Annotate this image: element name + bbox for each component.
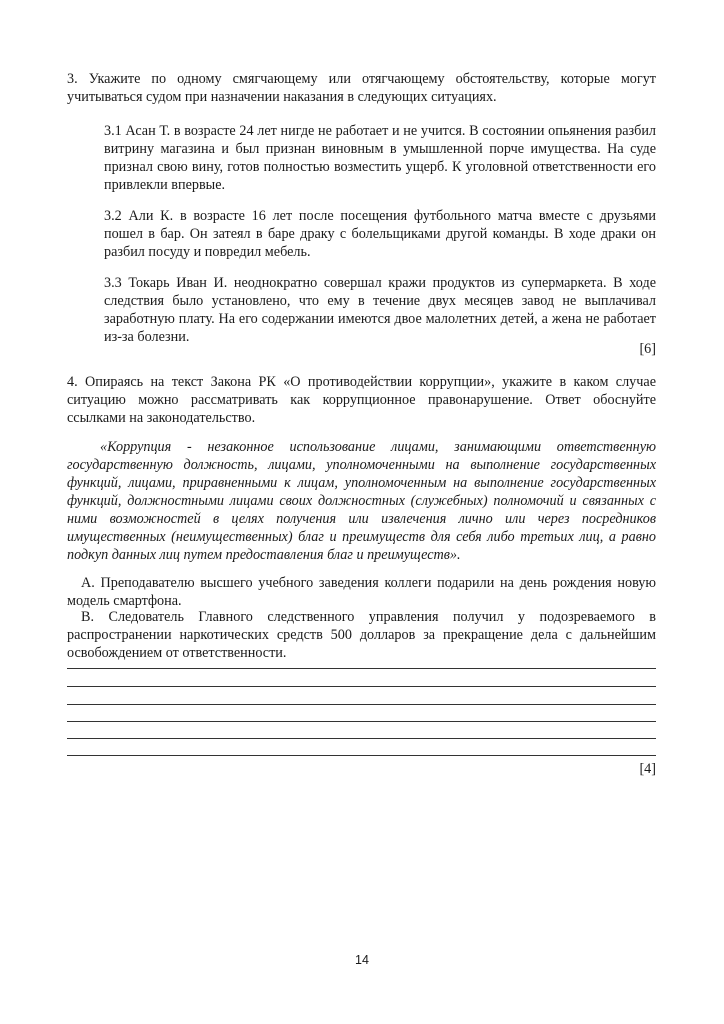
answer-line[interactable] xyxy=(67,738,656,739)
answer-line[interactable] xyxy=(67,686,656,687)
answer-line[interactable] xyxy=(67,668,656,669)
answer-line[interactable] xyxy=(67,755,656,756)
question-3-text: 3. Укажите по одному смягчающему или отягчающему обстоятельству, которые могут учитываться судом при назначении наказания в следующих ситуациях. xyxy=(67,71,656,105)
law-quote: «Коррупция - незаконное использование лицами, занимающими ответственную государственную должность, лицами, уполномоченными на выполнение государственных функций, лицами, приравненными к лицам, уполномоченным на выполнение государственных функций, должностными лицами своих должностных (служебных) полномочий и связанных с ними возможностей в целях получения или извлечения лично или через посредников имущественных (неимущественных) благ и преимуществ для себя либо третьих лиц, а равно подкуп данных лиц путем предоставления благ и преимуществ». xyxy=(67,439,656,563)
question-4-marks: [4] xyxy=(639,761,656,777)
page-number: 14 xyxy=(355,953,369,967)
question-3-marks: [6] xyxy=(639,341,656,357)
option-b: В. Следователь Главного следственного управления получил у подозреваемого в распространении наркотических средств 500 долларов за прекращение дела с дальнейшим освобождением от ответственности. xyxy=(67,609,656,661)
option-a: А. Преподавателю высшего учебного заведения коллеги подарили на день рождения новую модель смартфона. xyxy=(67,575,656,609)
question-4-text: 4. Опираясь на текст Закона РК «О противодействии коррупции», укажите в каком случае ситуацию можно рассматривать как коррупционное правонарушение. Ответ обоснуйте ссылками на законодательство. xyxy=(67,374,656,426)
situation-3-3: 3.3 Токарь Иван И. неоднократно совершал кражи продуктов из супермаркета. В ходе следствия было установлено, что ему в течение двух месяцев завод не выплачивал заработную плату. На его содержании имеются двое малолетних детей, а жена не работает из-за болезни. xyxy=(104,275,656,345)
situation-3-1: 3.1 Асан Т. в возрасте 24 лет нигде не работает и не учится. В состоянии опьянения разбил витрину магазина и был признан виновным в умышленной порче имущества. На суде признал свою вину, готов полностью возместить ущерб. К уголовной ответственности его привлекли впервые. xyxy=(104,123,656,193)
answer-line[interactable] xyxy=(67,704,656,705)
answer-line[interactable] xyxy=(67,721,656,722)
situation-3-2: 3.2 Али К. в возрасте 16 лет после посещения футбольного матча вместе с друзьями пошел в бар. Он затеял в баре драку с болельщиками другой команды. В ходе драки он разбил посуду и повредил мебель. xyxy=(104,208,656,260)
